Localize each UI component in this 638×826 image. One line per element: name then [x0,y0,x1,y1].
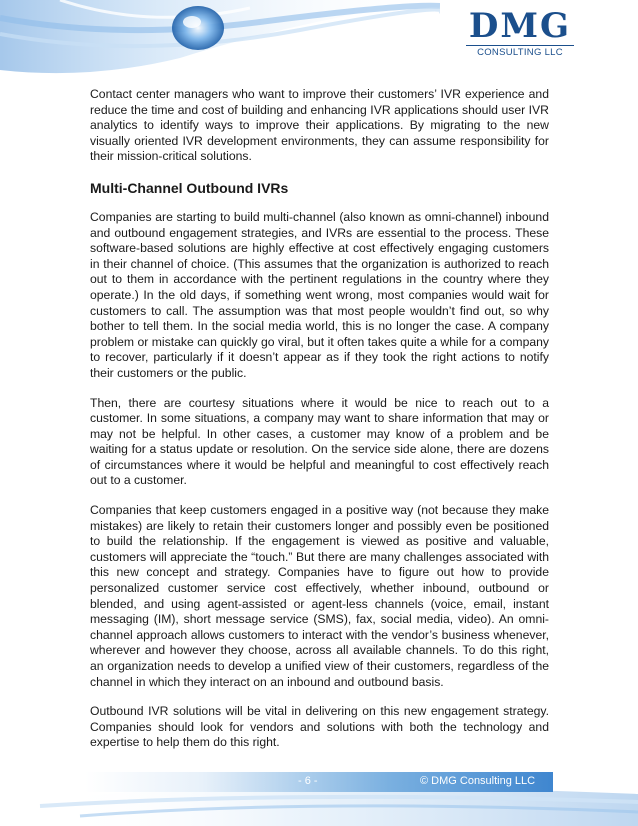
dmg-logo [460,8,580,60]
footer-swoosh-graphic [0,758,638,826]
intro-paragraph: Contact center managers who want to improve their customers’ IVR experience and reduce the time and cost of building and enhancing IVR applications should user IVR analytics to identify ways to improve their applications. By migrating to the new visually oriented IVR development environments, they can assume responsibility for their mission-critical solutions. [90,87,549,164]
logo-mark: DMG [468,6,572,46]
logo-subtitle: CONSULTING LLC [466,45,574,59]
body-paragraph: Then, there are courtesy situations where it would be nice to reach out to a customer. In some situations, a company may want to share information that may or may not be helpful. In other cases, a customer may know of a problem and be waiting for a status update or resolution. On the service side alone, there are dozens of circumstances where it would be helpful and meaningful to cost effectively reach out to a customer. [90,395,549,488]
body-paragraph: Companies are starting to build multi-channel (also known as omni-channel) inbound and outbound engagement strategies, and IVRs are essential to the process. These software-based solutions are highly effective at cost effectively engaging customers in their channel of choice. (This assumes that the organization is authorized to reach out to them in accordance with the pertinent regulations in the country where they operate.) In the old days, if something went wrong, most companies would wait for customers to call. The assumption was that most people wouldn’t find out, so why bother to tell them. In the social media world, this is no longer the case. A company problem or mistake can quickly go viral, but it often takes quite a while for a company to recover, particularly if it doesn’t appear as if they took the right actions to notify their customers or the public. [90,209,549,380]
header-swoosh-graphic [0,0,440,80]
body-paragraph: Outbound IVR solutions will be vital in delivering on this new engagement strategy. Companies should look for vendors and solutions with both the technology and expertise to help them do this right. [90,704,549,750]
footer-copyright: © DMG Consulting LLC [420,775,536,787]
page-content [90,87,549,765]
body-paragraph: Companies that keep customers engaged in a positive way (not because they make mistakes) are likely to retain their customers longer and possibly even be positioned to build the relationship. If the engagement is viewed as positive and valuable, customers will appreciate the “touch.” But there are many challenges associated with this new concept and strategy. Companies have to figure out how to provide personalized customer service cost effectively, whether inbound, outbound or blended, and using agent-assisted or agent-less channels (voice, email, instant messaging (IM), short message service (SMS), fax, social media, video). An omni-channel approach allows customers to interact with the vendor’s business whenever, wherever and however they choose, across all available channels. To do this right, an organization needs to develop a unified view of their customers, regardless of the channel in which they interact on an inbound and outbound basis. [90,503,549,689]
page-number: - 6 - [298,775,318,787]
section-heading: Multi-Channel Outbound IVRs [90,179,289,196]
